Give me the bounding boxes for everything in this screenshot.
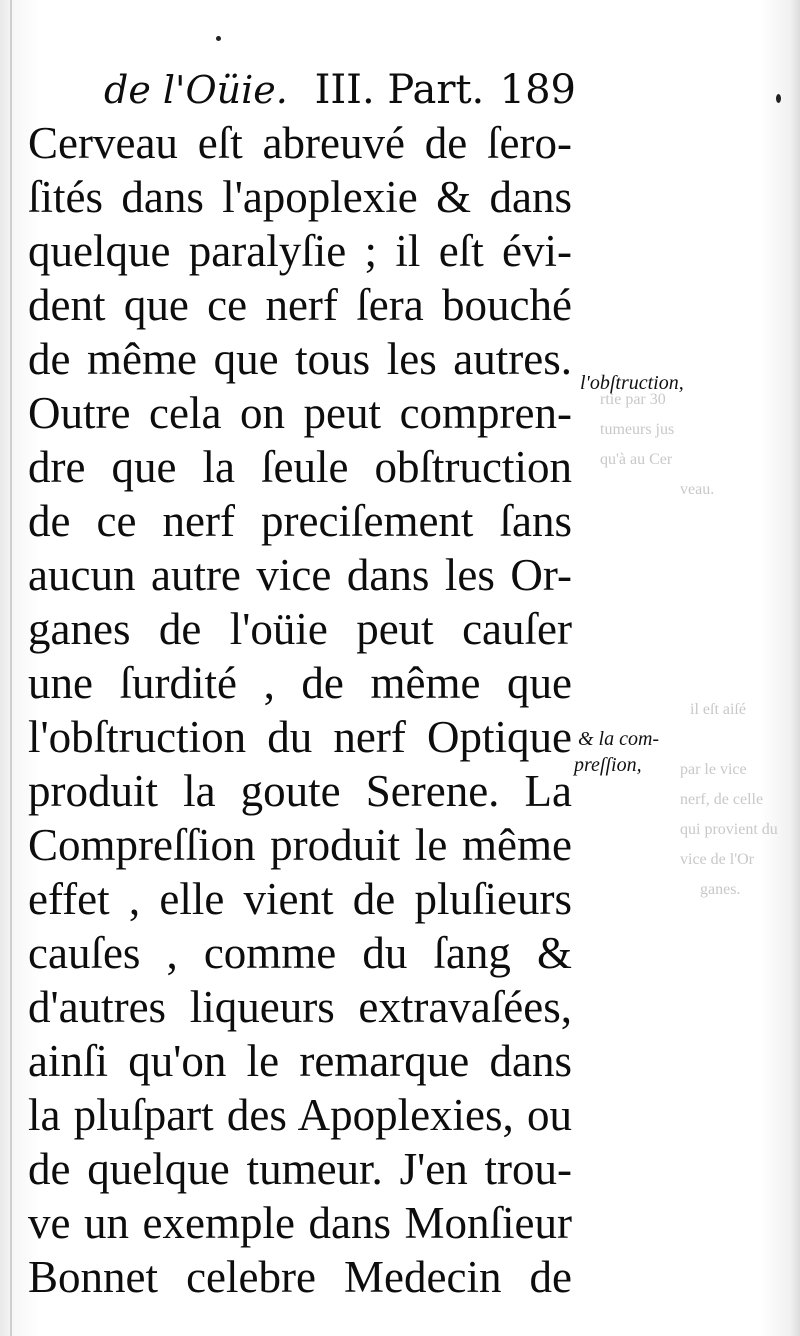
text-line: aucun autre vice dans les Or- [28, 550, 572, 600]
text-line: de même que tous les autres. [28, 334, 572, 384]
show-through-text: rtie par 30 [600, 391, 666, 408]
text-line: effet , elle vient de pluſieurs [28, 874, 572, 924]
text-line: ſités dans l'apoplexie & dans [28, 172, 572, 222]
show-through-text: ganes. [700, 881, 741, 898]
text-line: de quelque tumeur. J'en trou- [28, 1144, 572, 1194]
main-text-block [28, 116, 572, 1304]
text-line: Cerveau eſt abreuvé de ſero- [28, 118, 572, 168]
show-through-text: qu'à au Cer [600, 451, 673, 468]
text-line: cauſes , comme du ſang & [28, 928, 572, 978]
show-through-text: tumeurs jus [600, 421, 675, 438]
page-gutter [10, 0, 12, 1336]
marginal-note-compression-line-2: preſſion, [574, 754, 642, 776]
marginal-note-obstruction: l'obſtruction, [580, 372, 684, 394]
text-line: dent que ce nerf ſera bouché [28, 280, 572, 330]
text-line: Bonnet celebre Medecin de [28, 1252, 572, 1302]
text-line: de ce nerf preciſement ſans [28, 496, 572, 546]
show-through-text: nerf, de celle [680, 791, 764, 808]
page-number: 189 [499, 67, 576, 113]
show-through-text: qui provient du [680, 821, 778, 838]
show-through-text: vice de l'Or [680, 851, 754, 868]
text-line: l'obſtruction du nerf Optique [28, 712, 572, 762]
running-title: de l'Oüie. [104, 68, 288, 112]
show-through-text: il eſt aiſé [690, 701, 746, 718]
text-line: ganes de l'oüie peut cauſer [28, 604, 572, 654]
text-line: ainſi qu'on le remarque dans [28, 1036, 572, 1086]
text-line: la pluſpart des Apoplexies, ou [28, 1090, 572, 1140]
running-header [104, 62, 584, 118]
text-line: quelque paralyſie ; il eſt évi- [28, 226, 572, 276]
text-line: dre que la ſeule obſtruction [28, 442, 572, 492]
ink-speck [776, 94, 781, 103]
marginal-note-compression-line-1: & la com- [578, 728, 660, 750]
text-line: produit la goute Serene. La [28, 766, 572, 816]
text-line: Compreſſion produit le même [28, 820, 572, 870]
text-line: d'autres liqueurs extravaſées, [28, 982, 572, 1032]
part-label: III. Part. [314, 67, 485, 113]
show-through-text: par le vice [680, 761, 747, 778]
show-through-text: veau. [680, 481, 715, 498]
ink-speck [216, 36, 221, 41]
text-line: une ſurdité , de même que [28, 658, 572, 708]
text-line: Outre cela on peut compren- [28, 388, 572, 438]
text-line: ve un exemple dans Monſieur [28, 1198, 572, 1248]
